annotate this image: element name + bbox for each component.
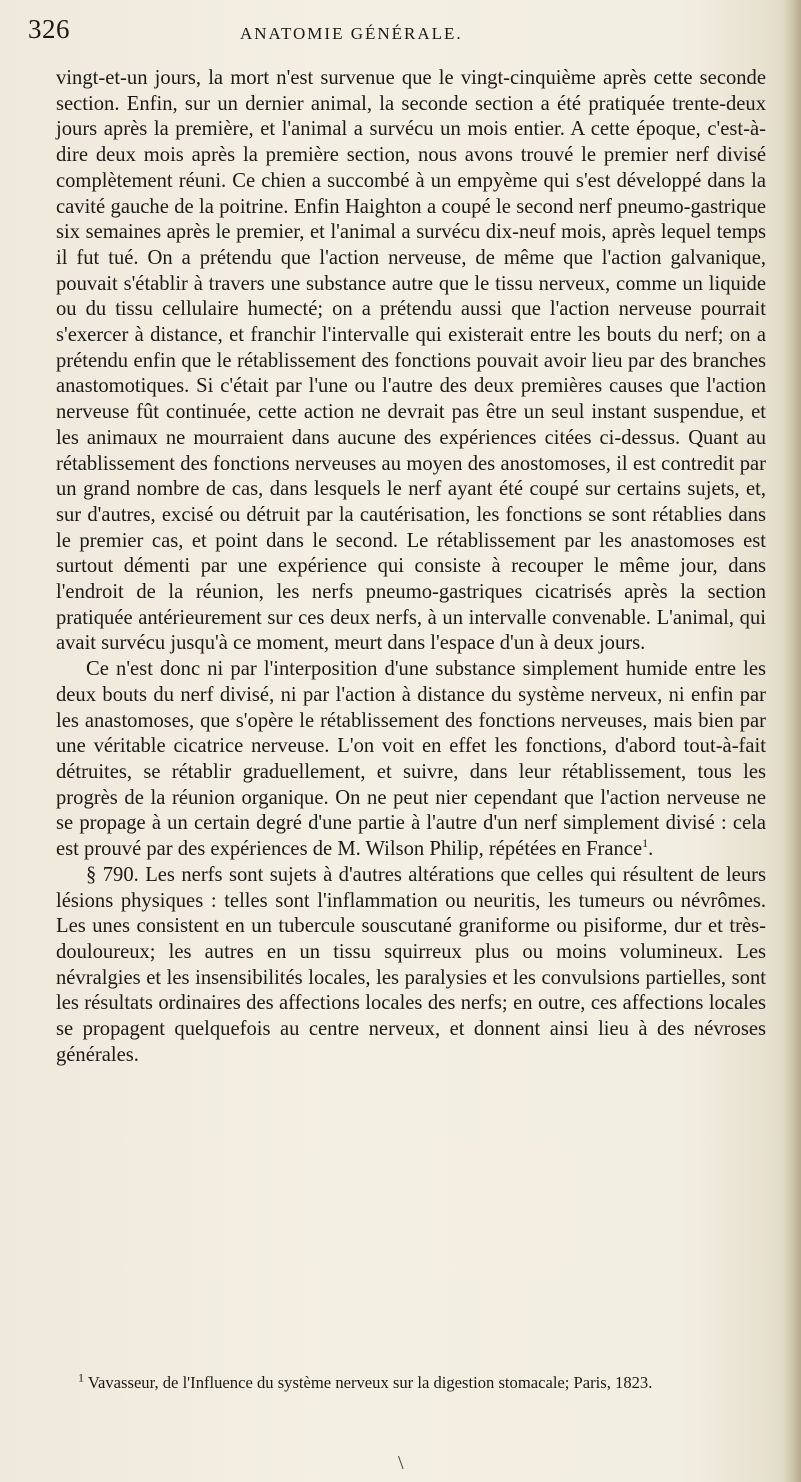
footnote — [56, 1372, 766, 1393]
paragraph-2: Ce n'est donc ni par l'interposition d'une substance simplement humide entre les deux bouts du nerf divisé, ni par l'action à distance du système nerveux, ni enfin par les anastomoses, que s'opère le rétablissement des fonctions nerveuses, mais bien par une véritable cicatrice nerveuse. L'on voit en effet les fonctions, d'abord tout-à-fait détruites, se rétablir graduellement, et suivre, dans leur rétablissement, tous les progrès de la réunion organique. On ne peut nier cependant que l'action nerveuse ne se propage à un certain degré d'une partie à l'autre d'un nerf simplement divisé : cela est prouvé par des expériences de M. Wilson Philip, répétées en France$^1$. — [56, 658, 766, 861]
page-number: 326 — [28, 14, 70, 44]
footnote-reference: 1 — [642, 836, 649, 851]
paragraph-3: § 790. Les nerfs sont sujets à d'autres altérations que celles qui résultent de leurs lésions physiques : telles sont l'inflammation ou neuritis, les tumeurs ou névrômes. Les unes consistent en un tubercule souscutané graniforme ou pisiforme, dur et très-douloureux; les autres en un tissu squirreux plus ou moins volumineux. Les névralgies et les insensibilités locales, les paralysies et les convulsions partielles, sont les résultats ordinaires des affections locales des nerfs; en outre, ces affections locales se propagent quelquefois au centre nerveux, et donnent ainsi lieu à des névroses générales. — [56, 863, 766, 1066]
paragraph-1: vingt-et-un jours, la mort n'est survenue que le vingt-cinquième après cette seconde section. Enfin, sur un dernier animal, la seconde section a été pratiquée trente-deux jours après la première, et l'animal a survécu un mois entier. A cette époque, c'est-à-dire deux mois après la première section, nous avons trouvé le premier nerf divisé complètement réuni. Ce chien a succombé à un empyème qui s'est développé dans la cavité gauche de la poitrine. Enfin Haighton a coupé le second nerf pneumo-gastrique six semaines après le premier, et l'animal a survécu dix-neuf mois, après lequel temps il fut tué. On a prétendu que l'action nerveuse, de même que l'action galvanique, pouvait s'établir à travers une substance autre que le tissu nerveux, comme un liquide ou du tissu cellulaire humecté; on a prétendu aussi que l'action nerveuse pourrait s'exercer à distance, et franchir l'intervalle qui existerait entre les bouts du nerf; on a prétendu enfin que le rétablissement des fonctions pouvait avoir lieu par des branches anastomotiques. Si c'était par l'une ou l'autre des deux premières causes que l'action nerveuse fût continuée, cette action ne devrait pas être un seul instant suspendue, et les animaux ne mourraient dans aucune des expériences citées ci-dessus. Quant au rétablissement des fonctions nerveuses au moyen des anostomoses, il est contredit par un grand nombre de cas, dans lesquels le nerf ayant été coupé sur certains sujets, et, sur d'autres, excisé ou détruit par la cautérisation, les fonctions se sont rétablies dans le premier cas, et point dans le second. Le rétablissement par les anastomoses est surtout démenti par une expérience qui consiste à recouper le même jour, dans l'endroit de la réunion, les nerfs pneumo-gastriques cicatrisés après la section pratiquée antérieurement sur ces deux nerfs, à un intervalle convenable. L'animal, qui avait survécu jusqu'à ce moment, meurt dans l'espace d'un à deux jours. — [56, 67, 766, 655]
footnote-marker: 1 — [78, 1370, 84, 1385]
body-text — [56, 66, 766, 1068]
paragraph-2-text: Ce n'est donc ni par l'interposition d'une substance simplement humide entre les deux bouts du nerf divisé, ni par l'action à distance du système nerveux, ni enfin par les anastomoses, que s'opère le rétablissement des fonctions nerveuses, mais bien par une véritable cicatrice nerveuse. L'on voit en effet les fonctions, d'abord tout-à-fait détruites, se rétablir graduellement, et suivre, dans leur rétablissement, tous les progrès de la réunion organique. On ne peut nier cependant que l'action nerveuse ne se propage à un certain degré d'une partie à l'autre d'un nerf simplement divisé : cela est prouvé par des expériences de M. Wilson Philip, répétées en France — [56, 658, 766, 861]
running-head: ANATOMIE GÉNÉRALE. — [240, 24, 463, 43]
footnote-text: Vavasseur, de l'Influence du système nerveux sur la digestion stomacale; Paris, 1823. — [87, 1373, 653, 1392]
stray-ink-mark: \ — [398, 1452, 404, 1474]
page-edge-shadow — [783, 0, 801, 1482]
